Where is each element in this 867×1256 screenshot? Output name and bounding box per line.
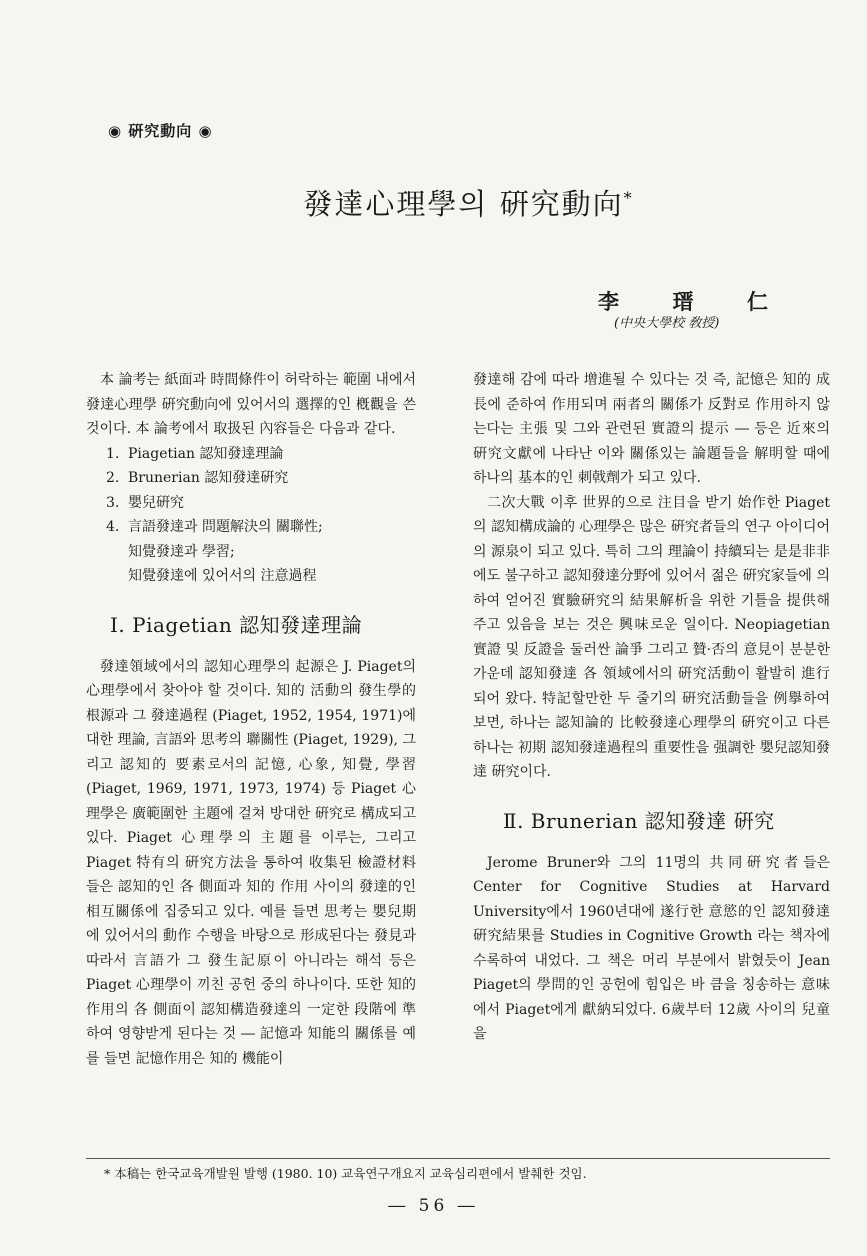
list-label: Piagetian 認知發達理論 bbox=[128, 445, 284, 462]
author-char: 仁 bbox=[747, 289, 768, 314]
article-title bbox=[0, 182, 867, 223]
intro-paragraph: 本 論考는 紙面과 時間條件이 허락하는 範圍 내에서 發達心理學 硏究動向에 있어서의 選擇的인 槪觀을 쓴 것이다. 本 論考에서 取扱된 內容들은 다음과 같다. bbox=[86, 372, 416, 437]
list-number: 3. bbox=[106, 494, 120, 511]
list-number: 1. bbox=[106, 445, 120, 462]
title-footnote-mark: * bbox=[623, 188, 634, 208]
author-char: 李 bbox=[598, 289, 619, 314]
list-label: 嬰兒硏究 bbox=[128, 494, 184, 511]
page-number: ― 56 ― bbox=[388, 1196, 479, 1216]
right-column bbox=[473, 368, 830, 1047]
list-item bbox=[106, 466, 416, 491]
list-label: 言語發達과 問題解決의 關聯性; bbox=[128, 519, 323, 535]
list-item bbox=[106, 442, 416, 467]
list-label: Brunerian 認知發達硏究 bbox=[128, 470, 289, 486]
title-text: 發達心理學의 硏究動向 bbox=[303, 187, 624, 221]
body-paragraph: Jerome Bruner와 그의 11명의 共同硏究者들은 Center for Cognitive Studies at Harvard University에서 1960년대에 遂行한 意慾的인 認知發達 硏究結果를 Studies in Cognitive Growth 라는 책자에 수록하여 내었다. 그 책은 머리 부분에서 밝혔듯이 Jean Piaget의 學問的인 공헌에 힘입은 바 큼을 칭송하는 意味에서 Piaget에게 獻納되었다. 6歲부터 12歲 사이의 兒童을 bbox=[473, 854, 830, 1042]
list-number: 4. bbox=[106, 519, 120, 535]
contents-list bbox=[86, 442, 416, 589]
body-paragraph: 二次大戰 이후 世界的으로 注目을 받기 始作한 Piaget의 認知構成論的 心理學은 많은 硏究者들의 연구 아이디어의 源泉이 되고 있다. 특히 그의 理論이 持續되는 是是非非에도 불구하고 認知發達分野에 있어서 젊은 硏究家들에 의하여 얻어진 實驗硏究의 結果解析을 위한 기틀을 提供해 주고 있음을 보는 것은 興味로운 일이다. Neopiagetian 實證 및 反證을 둘러싼 論爭 그리고 贊·否의 意見이 분분한 가운데 認知發達 各 領域에서의 硏究活動이 활발히 進行되어 왔다. 特記할만한 두 줄기의 硏究活動들을 例擧하여 보면, 하나는 認知論的 比較發達心理學의 硏究이고 다른 하나는 初期 認知發達過程의 重要性을 强調한 嬰兒認知發達 硏究이다. bbox=[473, 494, 830, 780]
list-subitem: 知覺發達과 學習; bbox=[128, 543, 235, 560]
list-item bbox=[106, 515, 416, 540]
left-column bbox=[86, 368, 416, 1071]
section-tag: ◉ 硏究動向 ◉ bbox=[108, 122, 213, 140]
body-paragraph: 發達領域에서의 認知心理學의 起源은 J. Piaget의 心理學에서 찾아야 할 것이다. 知的 活動의 發生學的 根源과 그 發達過程 (Piaget, 1952, 1954, 1971)에 대한 理論, 言語와 思考의 聯關性 (Piaget, 1929), 그리고 認知的 要素로서의 記憶, 心象, 知覺, 學習 (Piaget, 1969, 1971, 1973, 1974) 등 Piaget 心理學은 廣範圍한 主題에 걸쳐 방대한 硏究로 構成되고 있다. Piaget 心理學의 主題를 이루는, 그리고 Piaget 特有의 硏究方法을 통하여 收集된 檢證材料들은 認知的인 各 側面과 知的 作用 사이의 發達的인 相互關係에 집중되고 있다. 예를 들면 思考는 嬰兒期에 있어서의 動作 수행을 바탕으로 形成된다는 發見과 따라서 言語가 그 發生記原이 아니라는 해석 등은 Piaget 心理學이 끼친 공헌 중의 하나이다. 또한 知的 作用의 各 側面이 認知構造發達의 一定한 段階에 準하여 영향받게 된다는 것 ― 記憶과 知能의 關係를 예를 들면 記憶作用은 知的 機能이 bbox=[86, 658, 416, 1067]
list-number: 2. bbox=[106, 470, 120, 486]
section-heading-1: Ⅰ. Piagetian 認知發達理論 bbox=[110, 612, 363, 637]
list-item bbox=[106, 491, 416, 516]
list-subitem: 知覺發達에 있어서의 注意過程 bbox=[128, 568, 317, 584]
author-char: 瑨 bbox=[672, 289, 694, 314]
footnote-divider bbox=[86, 1158, 830, 1159]
footnote: * 本稿는 한국교육개발원 발행 (1980. 10) 교육연구개요지 교육심리편에서 발췌한 것임. bbox=[104, 1166, 587, 1181]
body-paragraph: 發達해 감에 따라 增進될 수 있다는 것 즉, 記憶은 知的 成長에 준하여 作用되며 兩者의 關係가 反對로 作用하지 않는다는 主張 및 그와 관련된 實證의 提示 ― 등은 近來의 硏究文獻에 나타난 이와 關係있는 論題들을 解明할 때에 하나의 基本的인 刺戟劑가 되고 있다. bbox=[473, 372, 830, 486]
author-affiliation: (中央大學校 敎授) bbox=[614, 316, 720, 331]
section-heading-2: Ⅱ. Brunerian 認知發達 硏究 bbox=[503, 808, 775, 833]
